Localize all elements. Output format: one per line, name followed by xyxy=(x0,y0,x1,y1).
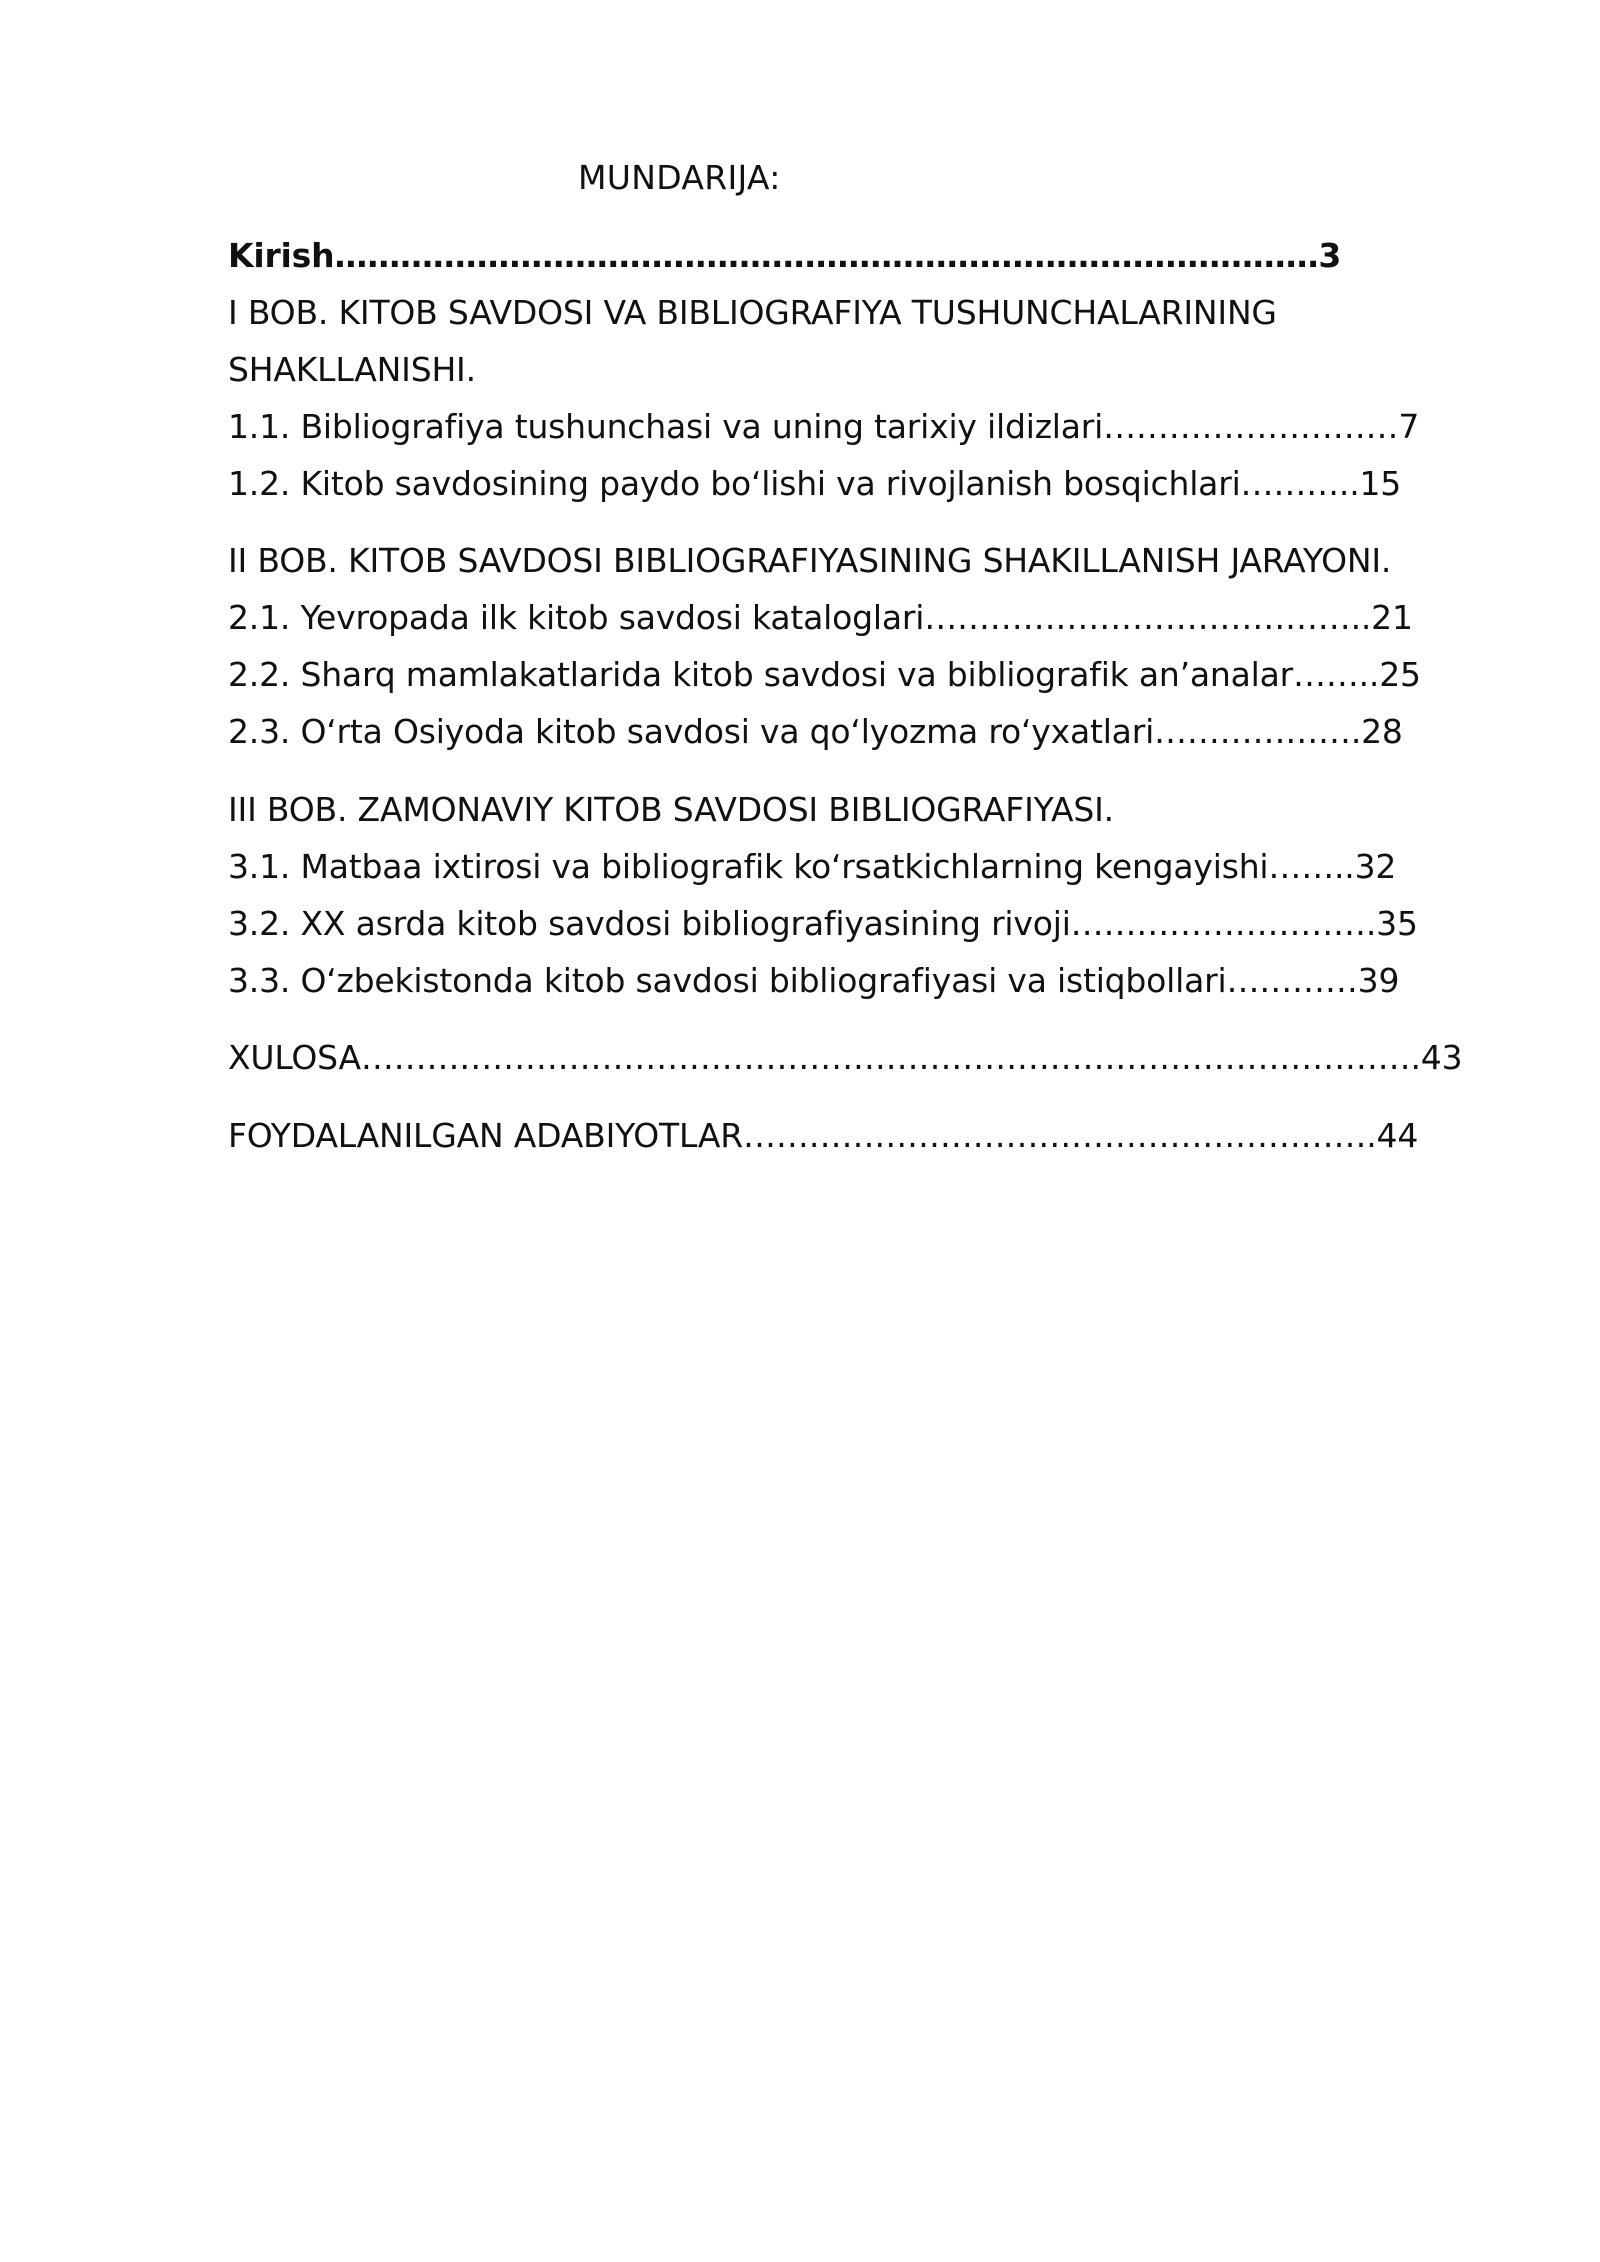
toc-entry-2-2: 2.2. Sharq mamlakatlarida kitob savdosi va bibliografik an’analar……..25 xyxy=(228,655,1421,694)
toc-title: MUNDARIJA: xyxy=(578,158,781,197)
toc-entry-3-2: 3.2. XX asrda kitob savdosi bibliografiyasining rivoji……………………….35 xyxy=(228,904,1418,943)
toc-entry-1-2: 1.2. Kitob savdosining paydo bo‘lishi va rivojlanish bosqichlari………..15 xyxy=(228,464,1402,503)
toc-entry-introduction: Kirish………………………………………………………………………………3 xyxy=(228,236,1342,275)
toc-entry-3-3: 3.3. O‘zbekistonda kitob savdosi bibliografiyasi va istiqbollari…………39 xyxy=(228,961,1400,1000)
toc-entry-references: FOYDALANILGAN ADABIYOTLAR………………………………………………….44 xyxy=(228,1116,1419,1155)
toc-chapter-1-heading: I BOB. KITOB SAVDOSI VA BIBLIOGRAFIYA TUSHUNCHALARINING xyxy=(228,293,1277,332)
toc-chapter-2-heading: II BOB. KITOB SAVDOSI BIBLIOGRAFIYASINING SHAKILLANISH JARAYONI. xyxy=(228,541,1392,580)
toc-entry-conclusion: XULOSA…………………………………………………………………………………….43 xyxy=(228,1038,1463,1077)
toc-entry-2-1: 2.1. Yevropada ilk kitob savdosi kataloglari…………………………………..21 xyxy=(228,598,1413,637)
toc-chapter-1-heading-cont: SHAKLLANISHI. xyxy=(228,350,476,389)
toc-entry-3-1: 3.1. Matbaa ixtirosi va bibliografik ko‘rsatkichlarning kengayishi……..32 xyxy=(228,847,1397,886)
toc-entry-2-3: 2.3. O‘rta Osiyoda kitob savdosi va qo‘lyozma ro‘yxatlari……………….28 xyxy=(228,712,1403,751)
toc-entry-1-1: 1.1. Bibliografiya tushunchasi va uning tarixiy ildizlari………………………7 xyxy=(228,407,1420,446)
toc-chapter-3-heading: III BOB. ZAMONAVIY KITOB SAVDOSI BIBLIOGRAFIYASI. xyxy=(228,790,1114,829)
